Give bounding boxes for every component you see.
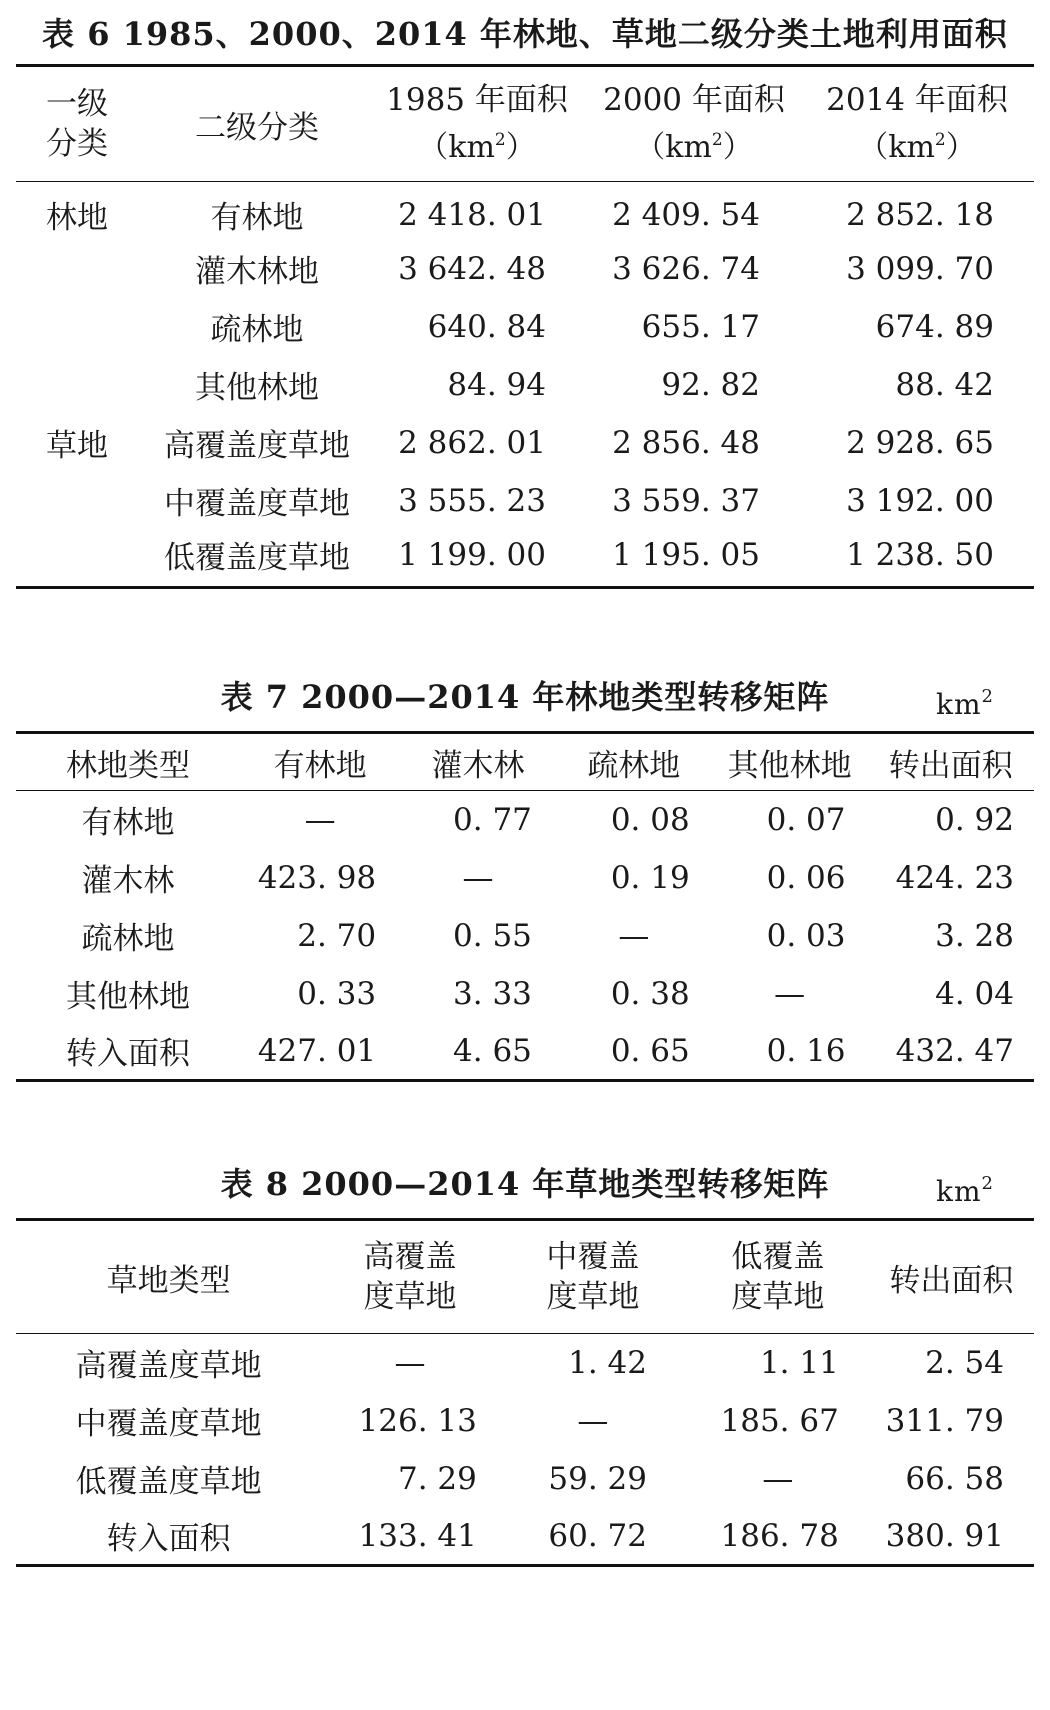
table6-header-1985-label: 1985 年面积 xyxy=(386,82,568,118)
table-cell: 380. 91 xyxy=(885,1517,1004,1554)
cell-value-2000: 92. 82 xyxy=(661,366,760,403)
row-label: 有林地 xyxy=(81,805,175,842)
table6-header-level1 xyxy=(16,66,148,182)
cell-value-2014: 3 099. 70 xyxy=(846,250,994,287)
row-class-name: 低覆盖度草地 xyxy=(164,540,350,577)
table7-header-cell: 灌木林 xyxy=(400,733,556,791)
table8-header-type: 草地类型 xyxy=(16,1220,321,1334)
table-cell: 2. 70 xyxy=(297,917,377,954)
table-row xyxy=(16,965,1034,1023)
table6-header-2014-label: 2014 年面积 xyxy=(826,82,1008,118)
cell-value-2000: 1 195. 05 xyxy=(612,536,760,573)
row-label: 中覆盖度草地 xyxy=(75,1406,262,1442)
row-label: 转入面积 xyxy=(66,1036,191,1073)
table7-caption xyxy=(16,675,1034,719)
table-cell: 1. 42 xyxy=(568,1344,647,1381)
table-cell: 186. 78 xyxy=(720,1517,839,1554)
row-class-name: 高覆盖度草地 xyxy=(164,428,350,464)
table-cell: — xyxy=(774,975,806,1012)
cell-value-1985: 3 642. 48 xyxy=(398,250,546,287)
table7-header-cell: 其他林地 xyxy=(712,733,868,791)
table6-header-row xyxy=(16,66,1034,182)
table8-header-mid xyxy=(499,1220,687,1334)
row-label: 灌木林 xyxy=(81,863,175,899)
table-row xyxy=(16,1508,1034,1566)
table-row xyxy=(16,472,1034,530)
table-row xyxy=(16,356,1034,414)
table-row xyxy=(16,791,1034,849)
table-row xyxy=(16,1334,1034,1392)
table-cell: 0. 55 xyxy=(453,917,532,954)
table8 xyxy=(16,1218,1034,1567)
table7 xyxy=(16,731,1034,1082)
row-group-label xyxy=(16,356,148,414)
table8-header-low-line1: 低覆盖 xyxy=(731,1239,825,1275)
table7-header-row xyxy=(16,733,1034,791)
table-cell: 0. 07 xyxy=(766,801,846,838)
table6-header-2014-unit: $(km^2)$ xyxy=(858,130,976,165)
cell-value-1985: 2 862. 01 xyxy=(398,424,546,461)
table-cell: 0. 77 xyxy=(453,801,532,838)
table7-unit: $km^2$ xyxy=(936,686,994,721)
table7-header-cell: 转出面积 xyxy=(867,733,1034,791)
row-label: 低覆盖度草地 xyxy=(75,1464,262,1500)
row-group-label: 草地 xyxy=(46,428,108,464)
table-cell: 3. 28 xyxy=(935,917,1014,954)
table-cell: 0. 92 xyxy=(935,801,1014,838)
row-group-label xyxy=(16,530,148,588)
table6-body xyxy=(16,182,1034,588)
cell-value-2014: 2 928. 65 xyxy=(846,424,994,461)
table6-header-level1-line2: 分类 xyxy=(46,126,108,162)
table-cell: 0. 33 xyxy=(297,975,377,1012)
table6-header-1985-unit: $(km^2)$ xyxy=(418,130,536,165)
table6-header-2000 xyxy=(588,66,800,182)
table-cell: 133. 41 xyxy=(358,1517,477,1554)
cell-value-1985: 84. 94 xyxy=(447,366,546,403)
row-label: 疏林地 xyxy=(81,921,175,957)
row-label: 高覆盖度草地 xyxy=(75,1348,262,1385)
cell-value-1985: 1 199. 00 xyxy=(398,536,546,573)
table-cell: 0. 19 xyxy=(610,859,690,896)
table8-header-out: 转出面积 xyxy=(869,1220,1034,1334)
table-row xyxy=(16,414,1034,472)
table6-header-2000-unit: $(km^2)$ xyxy=(635,130,753,165)
table6-caption xyxy=(16,12,1034,56)
table-cell: — xyxy=(304,801,336,838)
cell-value-2000: 655. 17 xyxy=(641,308,760,345)
table-cell: — xyxy=(618,917,650,954)
table-row xyxy=(16,530,1034,588)
table-cell: 0. 06 xyxy=(766,859,846,896)
table-cell: 423. 98 xyxy=(257,859,377,896)
table-cell: 4. 04 xyxy=(935,975,1014,1012)
cell-value-2014: 3 192. 00 xyxy=(846,482,994,519)
table-cell: — xyxy=(394,1344,426,1381)
table8-header-high xyxy=(321,1220,499,1334)
table8-caption xyxy=(16,1162,1034,1206)
cell-value-2000: 2 409. 54 xyxy=(612,196,760,233)
table7-header-cell: 有林地 xyxy=(240,733,400,791)
table-cell: 311. 79 xyxy=(885,1402,1004,1439)
table8-header-row xyxy=(16,1220,1034,1334)
table6-header-1985 xyxy=(366,66,588,182)
cell-value-2000: 2 856. 48 xyxy=(612,424,760,461)
cell-value-1985: 640. 84 xyxy=(427,308,546,345)
table8-unit: $km^2$ xyxy=(936,1173,994,1208)
table8-header-low xyxy=(687,1220,869,1334)
table-cell: 0. 08 xyxy=(610,801,690,838)
table-row xyxy=(16,240,1034,298)
table-cell: 59. 29 xyxy=(548,1460,647,1497)
row-group-label xyxy=(16,472,148,530)
row-class-name: 中覆盖度草地 xyxy=(164,486,350,522)
table-cell: 66. 58 xyxy=(905,1460,1004,1497)
table-row xyxy=(16,1023,1034,1081)
table-row xyxy=(16,849,1034,907)
row-group-label: 林地 xyxy=(46,200,108,237)
table8-caption-text: 表 8 2000—2014 年草地类型转移矩阵 xyxy=(220,1165,830,1203)
table6-caption-text: 表 6 1985、2000、2014 年林地、草地二级分类土地利用面积 xyxy=(42,15,1008,53)
table-cell: 432. 47 xyxy=(895,1032,1014,1069)
row-class-name: 有林地 xyxy=(210,200,304,237)
table8-header-mid-line1: 中覆盖 xyxy=(546,1239,640,1275)
row-group-label xyxy=(16,298,148,356)
table-row xyxy=(16,1392,1034,1450)
table-cell: 3. 33 xyxy=(453,975,532,1012)
table-cell: 185. 67 xyxy=(720,1402,839,1439)
table6-header-2014 xyxy=(800,66,1034,182)
table-row xyxy=(16,1450,1034,1508)
cell-value-1985: 3 555. 23 xyxy=(398,482,546,519)
table-cell: 0. 38 xyxy=(610,975,690,1012)
table6-header-level1-line1: 一级 xyxy=(46,86,108,122)
cell-value-2014: 674. 89 xyxy=(875,308,994,345)
table-row xyxy=(16,907,1034,965)
table8-body xyxy=(16,1334,1034,1566)
table-cell: 2. 54 xyxy=(925,1344,1004,1381)
row-label: 其他林地 xyxy=(66,979,191,1015)
table7-header-cell: 疏林地 xyxy=(556,733,712,791)
cell-value-2000: 3 626. 74 xyxy=(612,250,760,287)
cell-value-2014: 2 852. 18 xyxy=(846,196,994,233)
table-cell: 60. 72 xyxy=(548,1517,647,1554)
table8-header-high-line1: 高覆盖 xyxy=(363,1239,457,1275)
table6-header-level2: 二级分类 xyxy=(148,66,366,182)
cell-value-2014: 88. 42 xyxy=(895,366,994,403)
table-cell: — xyxy=(762,1460,794,1497)
table-cell: — xyxy=(462,859,494,896)
cell-value-2014: 1 238. 50 xyxy=(846,536,994,573)
table6 xyxy=(16,64,1034,589)
table8-header-low-line2: 度草地 xyxy=(731,1279,825,1315)
document-page xyxy=(16,0,1034,1567)
row-group-label xyxy=(16,240,148,298)
table-cell: — xyxy=(577,1402,609,1439)
table-cell: 427. 01 xyxy=(257,1032,377,1069)
table7-caption-text: 表 7 2000—2014 年林地类型转移矩阵 xyxy=(220,678,830,716)
cell-value-1985: 2 418. 01 xyxy=(398,196,546,233)
table7-body xyxy=(16,791,1034,1081)
row-label: 转入面积 xyxy=(106,1521,231,1558)
table-row xyxy=(16,298,1034,356)
table-cell: 1. 11 xyxy=(759,1344,839,1381)
cell-value-2000: 3 559. 37 xyxy=(612,482,760,519)
table-cell: 424. 23 xyxy=(895,859,1014,896)
table-cell: 0. 16 xyxy=(766,1032,846,1069)
table-cell: 0. 03 xyxy=(766,917,846,954)
table-cell: 126. 13 xyxy=(358,1402,477,1439)
row-class-name: 疏林地 xyxy=(210,312,304,348)
table8-header-high-line2: 度草地 xyxy=(363,1279,457,1315)
row-class-name: 灌木林地 xyxy=(195,254,319,290)
table-cell: 7. 29 xyxy=(397,1460,477,1497)
table7-header-cell: 林地类型 xyxy=(16,733,240,791)
table-cell: 0. 65 xyxy=(610,1032,690,1069)
table-cell: 4. 65 xyxy=(453,1032,532,1069)
row-class-name: 其他林地 xyxy=(195,370,319,406)
table8-header-mid-line2: 度草地 xyxy=(546,1279,640,1315)
table6-header-2000-label: 2000 年面积 xyxy=(603,82,785,118)
table-row xyxy=(16,182,1034,240)
